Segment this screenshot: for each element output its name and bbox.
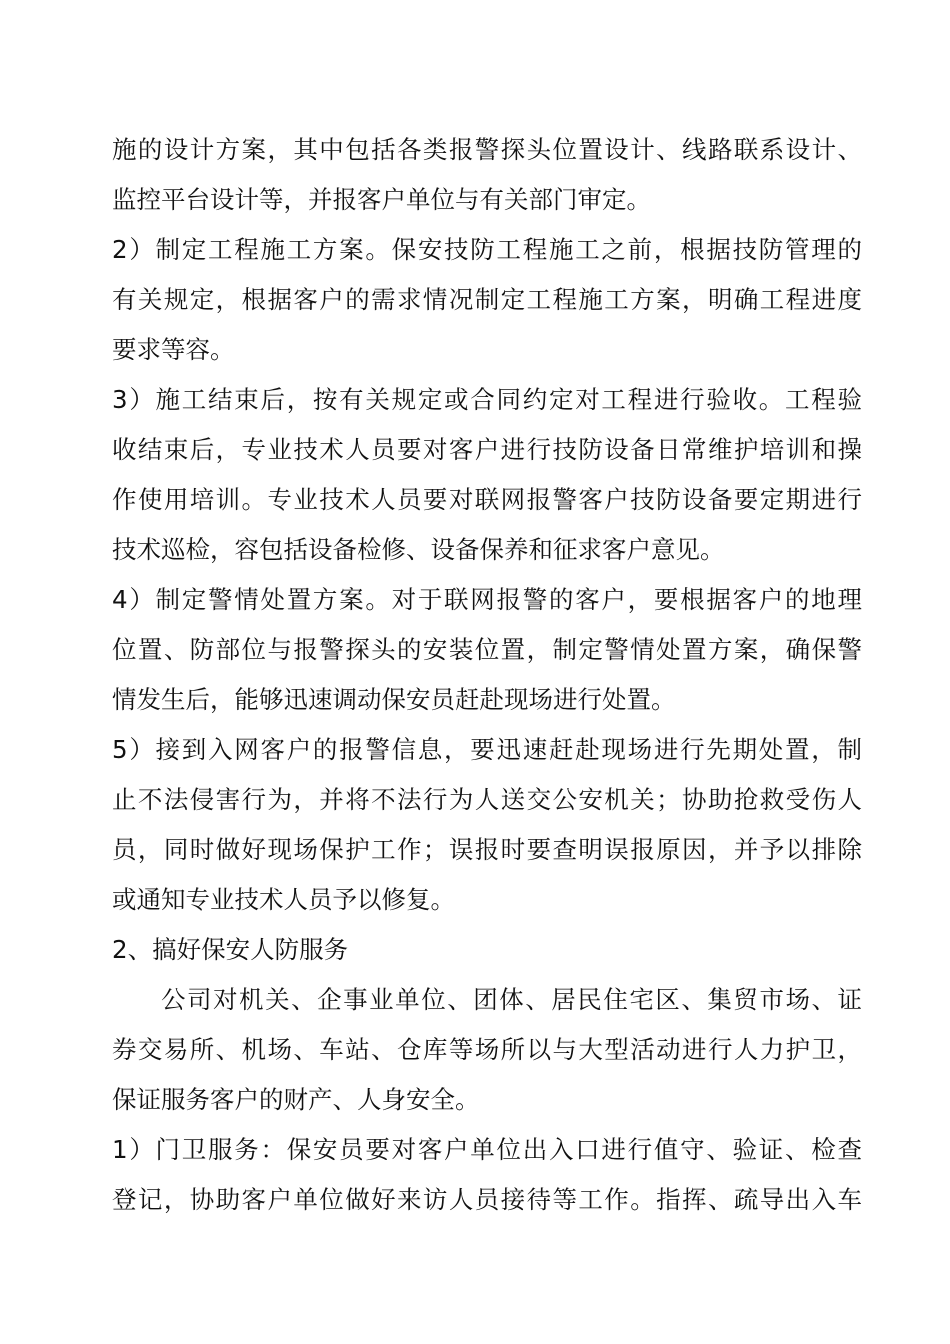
text-line: 止不法侵害行为，并将不法行为人送交公安机关；协助抢救受伤人 xyxy=(112,785,862,814)
text-line: 4）制定警情处置方案。对于联网报警的客户，要根据客户的地理 xyxy=(112,585,862,614)
text-line: 保证服务客户的财产、人身安全。 xyxy=(112,1085,480,1114)
text-line: 2）制定工程施工方案。保安技防工程施工之前，根据技防管理的 xyxy=(112,235,862,264)
text-line: 收结束后，专业技术人员要对客户进行技防设备日常维护培训和操 xyxy=(112,435,862,464)
text-line: 要求等容。 xyxy=(112,335,235,364)
text-line: 有关规定，根据客户的需求情况制定工程施工方案，明确工程进度 xyxy=(112,285,862,314)
text-line: 5）接到入网客户的报警信息，要迅速赶赴现场进行先期处置，制 xyxy=(112,735,862,764)
text-line: 位置、防部位与报警探头的安装位置，制定警情处置方案，确保警 xyxy=(112,635,862,664)
text-line: 公司对机关、企事业单位、团体、居民住宅区、集贸市场、证 xyxy=(161,985,862,1014)
section-heading: 2、搞好保安人防服务 xyxy=(112,935,349,964)
text-line: 情发生后，能够迅速调动保安员赶赴现场进行处置。 xyxy=(112,685,676,714)
text-line: 1）门卫服务：保安员要对客户单位出入口进行值守、验证、检查 xyxy=(112,1135,862,1164)
text-line: 3）施工结束后，按有关规定或合同约定对工程进行验收。工程验 xyxy=(112,385,862,414)
text-line: 登记，协助客户单位做好来访人员接待等工作。指挥、疏导出入车 xyxy=(112,1185,862,1214)
text-line: 作使用培训。专业技术人员要对联网报警客户技防设备要定期进行 xyxy=(112,485,862,514)
text-line: 券交易所、机场、车站、仓库等场所以与大型活动进行人力护卫， xyxy=(112,1035,862,1064)
text-line: 技术巡检，容包括设备检修、设备保养和征求客户意见。 xyxy=(112,535,725,564)
text-line: 或通知专业技术人员予以修复。 xyxy=(112,885,455,914)
text-line: 施的设计方案，其中包括各类报警探头位置设计、线路联系设计、 xyxy=(112,135,862,164)
body-text xyxy=(112,125,862,1225)
text-line: 员，同时做好现场保护工作；误报时要查明误报原因，并予以排除 xyxy=(112,835,862,864)
text-line: 监控平台设计等，并报客户单位与有关部门审定。 xyxy=(112,185,651,214)
